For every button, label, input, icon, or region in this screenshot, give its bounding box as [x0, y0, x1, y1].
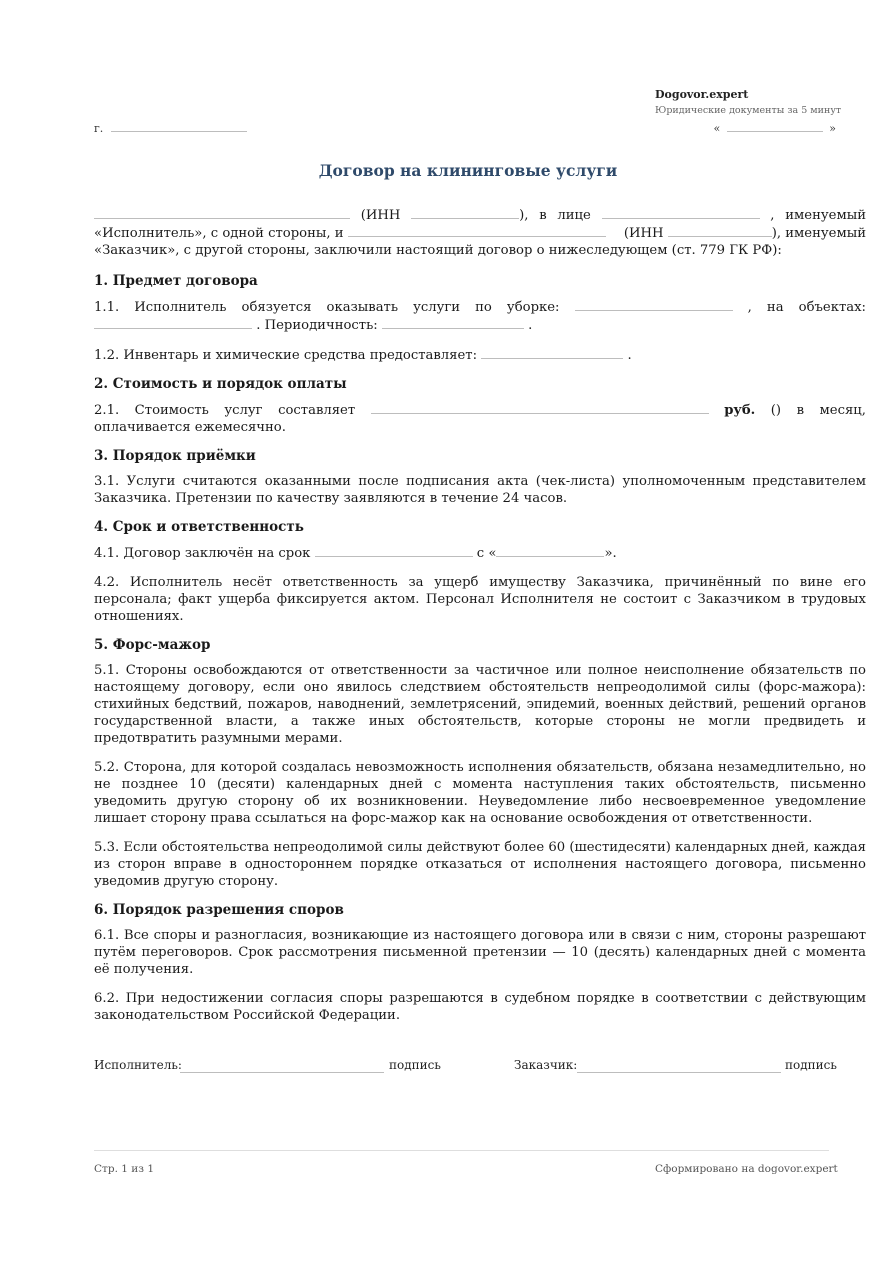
document-body — [94, 206, 866, 1024]
intro-named: именуемый — [785, 208, 866, 223]
executor-sign-caption: подпись — [389, 1058, 441, 1072]
periodicity-field[interactable] — [382, 316, 524, 329]
clause-1-1-line-2 — [94, 316, 866, 334]
executor-label: Исполнитель: — [94, 1058, 182, 1072]
generated-note: Сформировано на dogovor.expert — [655, 1163, 838, 1175]
clause-3-1: 3.1. Услуги считаются оказанными после подписания акта (чек-листа) уполномоченным представителем Заказчика. Претензии по качеству заявляются в течение 24 часов. — [94, 474, 866, 506]
clause-1-2-text: 1.2. Инвентарь и химические средства предоставляет: — [94, 348, 478, 363]
city-date-row — [94, 119, 836, 135]
clause-2-1-line-2: оплачивается ежемесячно. — [94, 420, 286, 435]
intro-line-2 — [94, 224, 866, 242]
section-5-heading: 5. Форс-мажор — [94, 637, 211, 653]
customer-name-field[interactable] — [348, 224, 606, 237]
clause-4-1-close: ». — [604, 546, 617, 561]
clause-5-3: 5.3. Если обстоятельства непреодолимой силы действуют более 60 (шестидесяти) календарных дней, каждая из сторон вправе в одностороннем порядке отказаться от исполнения настоящего договора, письменно уведомив другую сторону. — [94, 840, 866, 889]
objects-field[interactable] — [94, 316, 252, 329]
brand-name: Dogovor.expert — [655, 88, 749, 101]
clause-1-1-dot: . — [528, 318, 533, 333]
clause-6-2: 6.2. При недостижении согласия споры разрешаются в судебном порядке в соответствии с действующим законодательством Российской Федерации. — [94, 991, 866, 1023]
intro-executor-text: «Исполнитель», с одной стороны, и — [94, 226, 344, 241]
footer-divider — [94, 1150, 829, 1151]
executor-signature-field[interactable] — [180, 1060, 384, 1073]
clause-6-1: 6.1. Все споры и разногласия, возникающие из настоящего договора или в связи с ним, стороны разрешают путём переговоров. Срок рассмотрения письменной претензии — 10 (десять) календарных дней с момента её получения. — [94, 928, 866, 977]
city-field[interactable] — [111, 119, 247, 132]
customer-label: Заказчик: — [514, 1058, 578, 1072]
date-open-quote: « — [713, 122, 721, 135]
customer-inn-label: (ИНН — [623, 226, 664, 241]
section-4-heading: 4. Срок и ответственность — [94, 519, 304, 535]
executor-name-field[interactable] — [94, 206, 350, 219]
customer-signature-field[interactable] — [577, 1060, 781, 1073]
date-close-quote: » — [829, 122, 836, 135]
document-title: Договор на клининговые услуги — [318, 161, 618, 180]
clause-4-1 — [94, 544, 866, 562]
clause-1-1-periodicity: . Периодичность: — [256, 318, 378, 333]
inventory-provider-field[interactable] — [481, 346, 623, 359]
brand-block — [655, 88, 855, 118]
intro-word-v: в — [539, 208, 547, 223]
customer-sign-caption: подпись — [785, 1058, 837, 1072]
clause-5-2: 5.2. Сторона, для которой создалась невозможность исполнения обязательств, обязана незамедлительно, но не позднее 10 (десяти) календарных дней с момента наступления таких обстоятельств, письменно уведомить другую сторону об их возникновении. Неуведомление либо несвоевременное уведомление лишает сторону права ссылаться на форс-мажор как на основание освобождения от ответственности. — [94, 760, 866, 826]
intro-comma: , — [770, 208, 775, 223]
intro-line-3: «Заказчик», с другой стороны, заключили настоящий договор о нижеследующем (ст. 779 ГК РФ): — [94, 243, 782, 258]
clause-4-2: 4.2. Исполнитель несёт ответственность за ущерб имуществу Заказчика, причинённый по вине его персонала; факт ущерба фиксируется актом. Персонал Исполнителя не состоит с Заказчиком в трудовых отношениях. — [94, 575, 866, 624]
price-field[interactable] — [371, 401, 709, 414]
signature-row — [94, 1058, 836, 1076]
intro-word-litse: лице — [557, 208, 591, 223]
city-prefix: г. — [94, 122, 104, 135]
clause-2-1-line-1 — [94, 401, 866, 419]
inn-label: (ИНН — [360, 208, 401, 223]
cleaning-type-field[interactable] — [575, 298, 733, 311]
clause-2-1-text: 2.1. Стоимость услуг составляет — [94, 403, 356, 418]
clause-2-1-per-month: () в месяц, — [770, 403, 866, 418]
clause-1-2 — [94, 346, 866, 364]
date-field[interactable] — [727, 119, 823, 132]
clause-4-1-from: с « — [476, 546, 497, 561]
clause-1-1-objects: , на объектах: — [747, 300, 866, 315]
intro-line-1 — [94, 206, 866, 224]
start-date-field[interactable] — [496, 544, 604, 557]
document-page — [94, 0, 866, 1262]
intro-customer-named: ), именуемый — [771, 226, 866, 241]
clause-1-1-line-1 — [94, 298, 866, 316]
clause-1-2-dot: . — [627, 348, 632, 363]
customer-inn-field[interactable] — [668, 224, 772, 237]
clause-1-1-text: 1.1. Исполнитель обязуется оказывать услуги по уборке: — [94, 300, 560, 315]
section-2-heading: 2. Стоимость и порядок оплаты — [94, 376, 347, 392]
clause-5-1: 5.1. Стороны освобождаются от ответственности за частичное или полное неисполнение обязательств по настоящему договору, если оно явилось следствием обстоятельств непреодолимой силы (форс-мажора): стихийных бедствий, пожаров, наводнений, землетрясений, эпидемий, военных действий, решений органов государственной власти, а также иных обстоятельств, которые стороны не могли предвидеть и предотвратить разумными мерами. — [94, 663, 866, 746]
section-1-heading: 1. Предмет договора — [94, 273, 258, 289]
section-6-heading: 6. Порядок разрешения споров — [94, 902, 344, 918]
inn-close: ), — [519, 208, 529, 223]
term-field[interactable] — [315, 544, 473, 557]
executor-representative-field[interactable] — [602, 206, 760, 219]
brand-tagline: Юридические документы за 5 минут — [655, 105, 842, 116]
executor-inn-field[interactable] — [411, 206, 519, 219]
page-number: Стр. 1 из 1 — [94, 1163, 155, 1175]
clause-4-1-text: 4.1. Договор заключён на срок — [94, 546, 311, 561]
currency-label: руб. — [724, 403, 756, 418]
section-3-heading: 3. Порядок приёмки — [94, 448, 256, 464]
